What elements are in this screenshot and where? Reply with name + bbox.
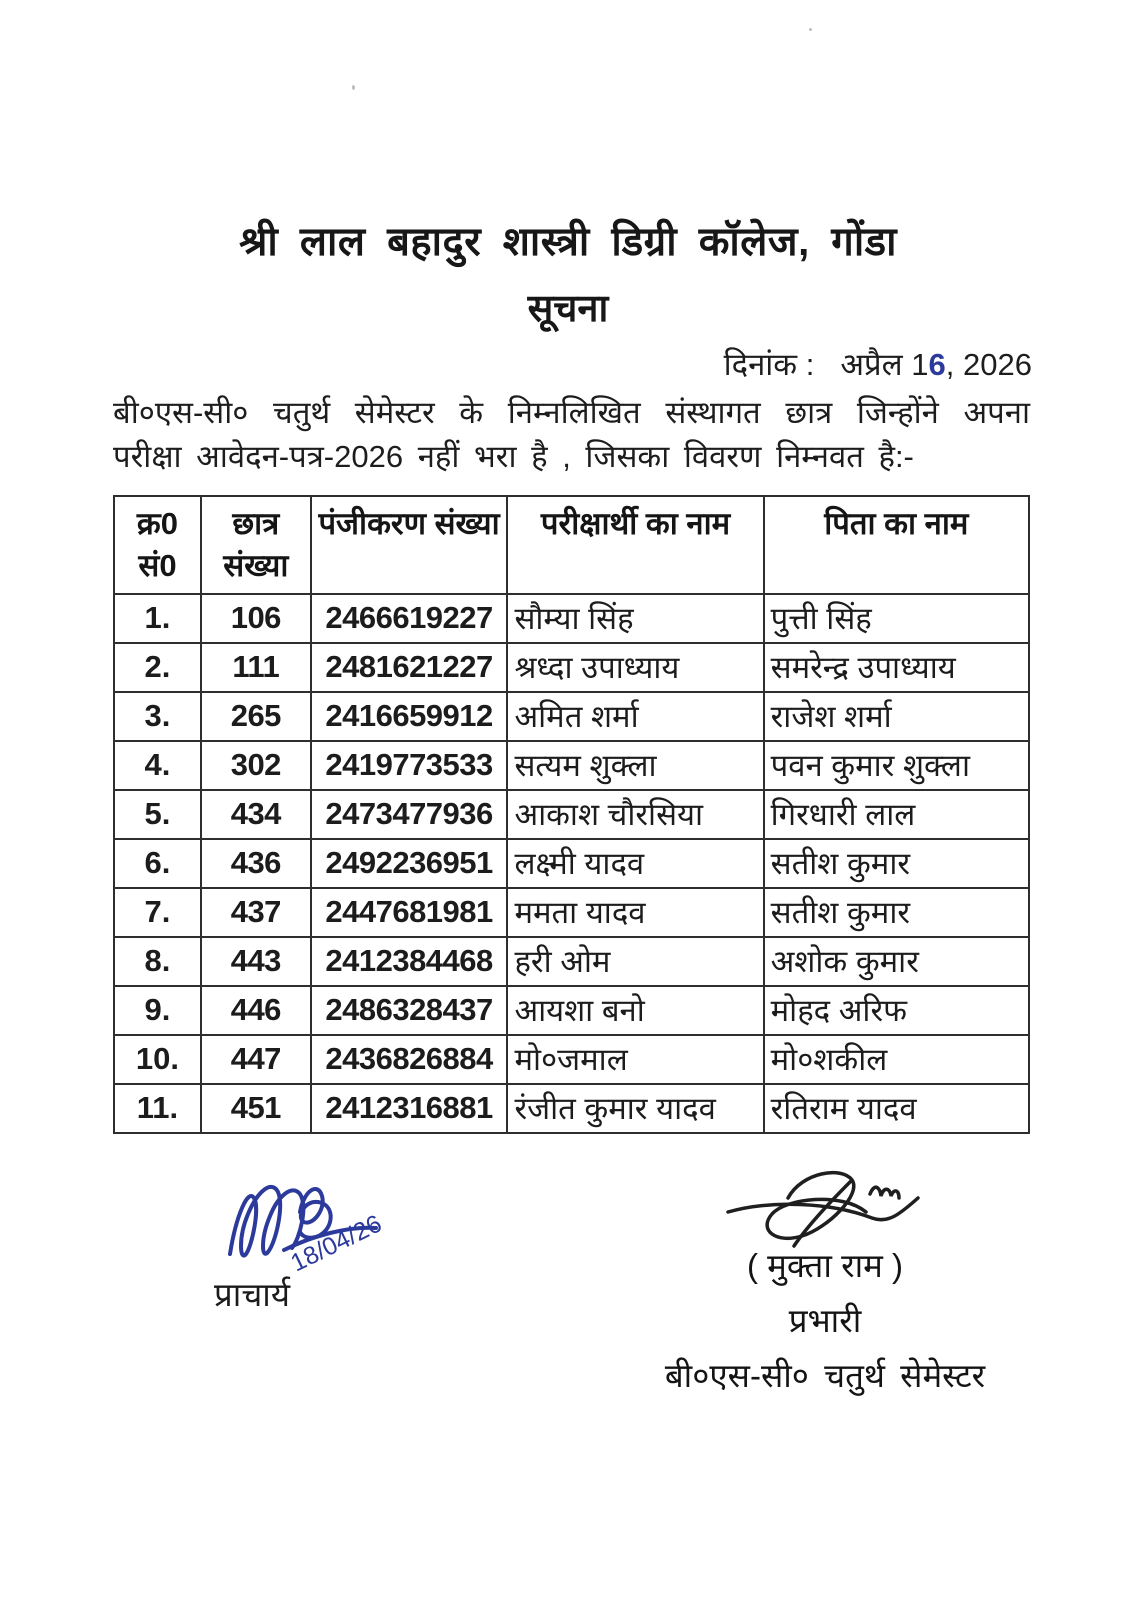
table-row (114, 643, 1029, 692)
student-no-cell: 302 (201, 741, 311, 790)
serial-cell: 11. (114, 1084, 201, 1133)
incharge-name: ( मुक्ता राम ) (746, 1246, 904, 1284)
serial-cell: 10. (114, 1035, 201, 1084)
reg-no-cell: 2412316881 (311, 1084, 508, 1133)
date-value-before: अप्रैल 1 (840, 347, 929, 382)
father-cell: राजेश शर्मा (764, 692, 1029, 741)
serial-cell: 5. (114, 790, 201, 839)
serial-cell: 4. (114, 741, 201, 790)
signature-section (0, 1154, 1136, 1454)
table-row (114, 1035, 1029, 1084)
father-cell: समरेन्द्र उपाध्याय (764, 643, 1029, 692)
reg-no-cell: 2412384468 (311, 937, 508, 986)
reg-no-cell: 2473477936 (311, 790, 508, 839)
name-cell: रंजीत कुमार यादव (507, 1084, 763, 1133)
student-no-cell: 434 (201, 790, 311, 839)
student-no-cell: 111 (201, 643, 311, 692)
notice-subtitle: सूचना (527, 288, 609, 330)
student-no-cell: 446 (201, 986, 311, 1035)
student-no-cell: 436 (201, 839, 311, 888)
table-row (114, 594, 1029, 643)
serial-cell: 8. (114, 937, 201, 986)
reg-no-cell: 2486328437 (311, 986, 508, 1035)
student-no-cell: 265 (201, 692, 311, 741)
principal-signature-icon (200, 1154, 460, 1284)
father-cell: अशोक कुमार (764, 937, 1029, 986)
header-father-name: पिता का नाम (764, 496, 1029, 594)
principal-label: प्राचार्य (214, 1275, 290, 1313)
header-student-no: छात्र संख्या (201, 496, 311, 594)
notice-body-paragraph: बी०एस-सी० चतुर्थ सेमेस्टर के निम्नलिखित संस्थागत छात्र जिन्होंने अपना परीक्षा आवेदन-पत्र-2026 नहीं भरा है , जिसका विवरण निम्नवत है:- (113, 395, 1030, 475)
reg-no-cell: 2419773533 (311, 741, 508, 790)
table-row (114, 1084, 1029, 1133)
father-cell: मो०शकील (764, 1035, 1029, 1084)
father-cell: पवन कुमार शुक्ला (764, 741, 1029, 790)
name-cell: सत्यम शुक्ला (507, 741, 763, 790)
name-cell: ममता यादव (507, 888, 763, 937)
date-value-after: , 2026 (945, 347, 1032, 382)
principal-signature-block (200, 1154, 460, 1316)
serial-cell: 3. (114, 692, 201, 741)
serial-cell: 6. (114, 839, 201, 888)
date-line (0, 343, 1136, 385)
serial-cell: 9. (114, 986, 201, 1035)
reg-no-cell: 2447681981 (311, 888, 508, 937)
reg-no-cell: 2492236951 (311, 839, 508, 888)
name-cell: आकाश चौरसिया (507, 790, 763, 839)
serial-cell: 7. (114, 888, 201, 937)
student-no-cell: 106 (201, 594, 311, 643)
father-cell: मोहद अरिफ (764, 986, 1029, 1035)
reg-no-cell: 2436826884 (311, 1035, 508, 1084)
table-header-row (114, 496, 1029, 594)
name-cell: अमित शर्मा (507, 692, 763, 741)
name-cell: हरी ओम (507, 937, 763, 986)
handwritten-date: 18/04/26 (286, 1209, 387, 1278)
name-cell: आयशा बनो (507, 986, 763, 1035)
header-serial: क्र0 सं0 (114, 496, 201, 594)
incharge-signature-block (600, 1154, 1050, 1397)
students-table (113, 495, 1030, 1134)
student-no-cell: 451 (201, 1084, 311, 1133)
table-row (114, 986, 1029, 1035)
incharge-designation: प्रभारी (788, 1301, 862, 1339)
reg-no-cell: 2481621227 (311, 643, 508, 692)
table-row (114, 741, 1029, 790)
header-reg-no: पंजीकरण संख्या (311, 496, 508, 594)
serial-cell: 1. (114, 594, 201, 643)
date-overwritten-digit: 6 (928, 347, 946, 382)
college-title: श्री लाल बहादुर शास्त्री डिग्री कॉलेज, गोंडा (239, 220, 897, 264)
table-row (114, 790, 1029, 839)
scan-speck (809, 28, 812, 31)
student-no-cell: 447 (201, 1035, 311, 1084)
serial-cell: 2. (114, 643, 201, 692)
table-row (114, 937, 1029, 986)
father-cell: सतीश कुमार (764, 888, 1029, 937)
table-row (114, 839, 1029, 888)
name-cell: श्रध्दा उपाध्याय (507, 643, 763, 692)
scan-speck (352, 85, 355, 90)
reg-no-cell: 2416659912 (311, 692, 508, 741)
father-cell: रतिराम यादव (764, 1084, 1029, 1133)
name-cell: लक्ष्मी यादव (507, 839, 763, 888)
header-examinee-name: परीक्षार्थी का नाम (507, 496, 763, 594)
table-row (114, 888, 1029, 937)
incharge-course: बी०एस-सी० चतुर्थ सेमेस्टर (664, 1356, 986, 1394)
name-cell: मो०जमाल (507, 1035, 763, 1084)
name-cell: सौम्या सिंह (507, 594, 763, 643)
student-no-cell: 437 (201, 888, 311, 937)
father-cell: सतीश कुमार (764, 839, 1029, 888)
table-row (114, 692, 1029, 741)
date-label: दिनांक : (723, 347, 815, 382)
father-cell: पुत्ती सिंह (764, 594, 1029, 643)
father-cell: गिरधारी लाल (764, 790, 1029, 839)
reg-no-cell: 2466619227 (311, 594, 508, 643)
student-no-cell: 443 (201, 937, 311, 986)
